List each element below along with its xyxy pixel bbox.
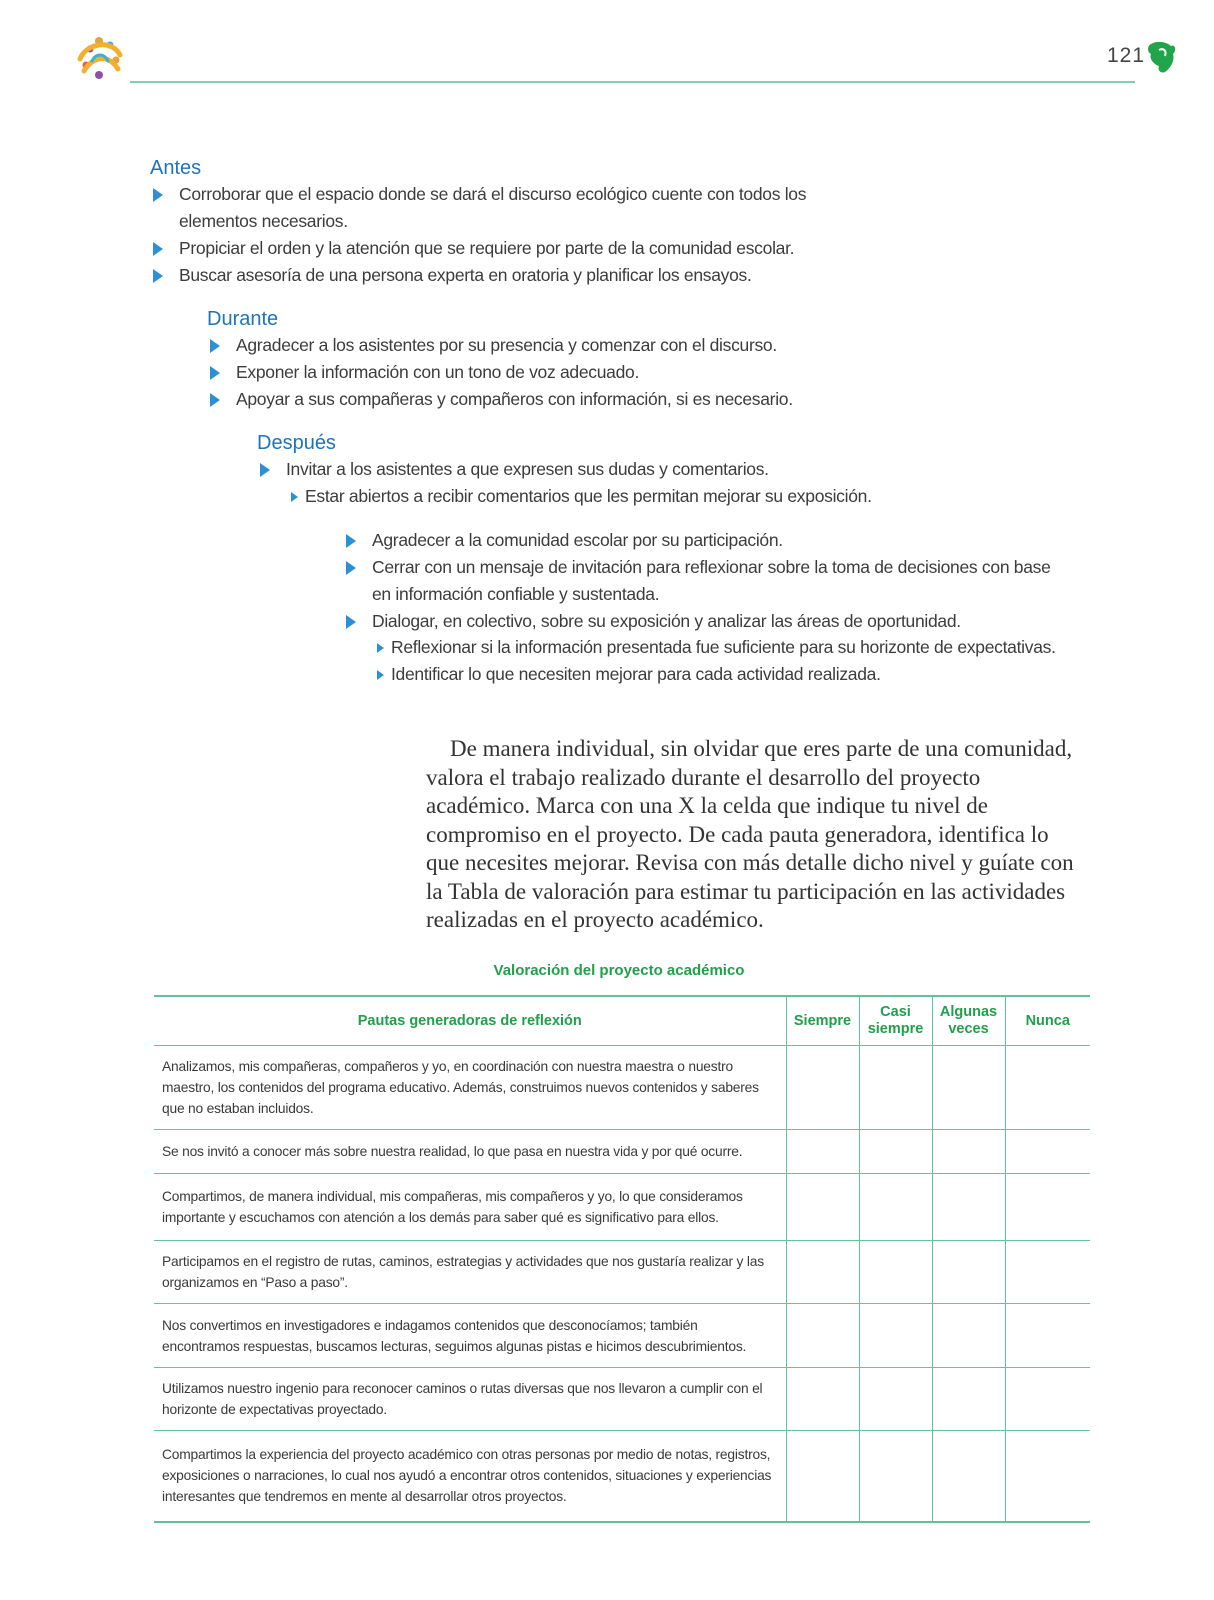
- siempre-checkbox-cell[interactable]: [786, 1174, 859, 1241]
- bullet-arrow-icon: [210, 339, 220, 353]
- bullet-arrow-icon: [377, 670, 384, 680]
- list-item: Propiciar el orden y la atención que se requiere por parte de la comunidad escolar.: [150, 235, 810, 262]
- list-item: Buscar asesoría de una persona experta en oratoria y planificar los ensayos.: [150, 262, 810, 289]
- table-row: [154, 1174, 1090, 1241]
- casi-siempre-checkbox-cell[interactable]: [859, 1431, 932, 1522]
- table-title: Valoración del proyecto académico: [493, 962, 745, 979]
- instruction-paragraph: De manera individual, sin olvidar que eres parte de una comunidad, valora el trabajo realizado durante el desarrollo del proyecto académico. Marca con una X la celda que indique tu nivel de compromiso en el proyecto. De cada pauta generadora, identifica lo que necesites mejorar. Revisa con más detalle dicho nivel y guíate con la Tabla de valoración para estimar tu participación en las actividades realizadas en el proyecto académico.: [426, 736, 1074, 932]
- despues-sublist: [285, 483, 965, 510]
- bullet-arrow-icon: [153, 242, 163, 256]
- casi-siempre-checkbox-cell[interactable]: [859, 1046, 932, 1130]
- bullet-arrow-icon: [153, 269, 163, 283]
- pauta-cell: Se nos invitó a conocer más sobre nuestra realidad, lo que pasa en nuestra vida y por qué ocurre.: [154, 1130, 786, 1174]
- siempre-checkbox-cell[interactable]: [786, 1241, 859, 1304]
- pauta-cell: Compartimos, de manera individual, mis compañeras, mis compañeros y yo, lo que consideramos importante y escuchamos con atención a los demás para saber qué es significativo para ellos.: [154, 1174, 786, 1241]
- table-row: [154, 1304, 1090, 1368]
- nunca-checkbox-cell[interactable]: [1005, 1431, 1090, 1522]
- section-title-antes: Antes: [150, 157, 202, 179]
- algunas-veces-checkbox-cell[interactable]: [932, 1368, 1005, 1431]
- bullet-arrow-icon: [260, 463, 270, 477]
- pauta-cell: Nos convertimos en investigadores e indagamos contenidos que desconocíamos; también encontramos respuestas, buscamos lecturas, seguimos algunas pistas e hicimos descubrimientos.: [154, 1304, 786, 1368]
- green-emblem-icon: [1145, 40, 1177, 74]
- siempre-checkbox-cell[interactable]: [786, 1431, 859, 1522]
- list-subitem: Identificar lo que necesiten mejorar para cada actividad realizada.: [371, 661, 1071, 688]
- siempre-checkbox-cell[interactable]: [786, 1046, 859, 1130]
- casi-siempre-checkbox-cell[interactable]: [859, 1241, 932, 1304]
- assessment-table: [154, 995, 1090, 1523]
- header-nunca: Nunca: [1005, 996, 1090, 1046]
- bullet-arrow-icon: [291, 492, 298, 502]
- bullet-arrow-icon: [346, 561, 356, 575]
- header-algunas-veces: Algunas veces: [932, 996, 1005, 1046]
- list-item: Exponer la información con un tono de voz adecuado.: [207, 359, 847, 386]
- pauta-cell: Utilizamos nuestro ingenio para reconocer caminos o rutas diversas que nos llevaron a cumplir con el horizonte de expectativas proyectado.: [154, 1368, 786, 1431]
- durante-list: [207, 332, 847, 413]
- list-item: Agradecer a los asistentes por su presencia y comenzar con el discurso.: [207, 332, 847, 359]
- algunas-veces-checkbox-cell[interactable]: [932, 1174, 1005, 1241]
- section-title-durante: Durante: [207, 308, 279, 330]
- pauta-cell: Participamos en el registro de rutas, caminos, estrategias y actividades que nos gustaría realizar y las organizamos en “Paso a paso”.: [154, 1241, 786, 1304]
- despues-list: [257, 456, 937, 483]
- nunca-checkbox-cell[interactable]: [1005, 1046, 1090, 1130]
- casi-siempre-checkbox-cell[interactable]: [859, 1304, 932, 1368]
- nunca-checkbox-cell[interactable]: [1005, 1130, 1090, 1174]
- nunca-checkbox-cell[interactable]: [1005, 1368, 1090, 1431]
- table-row: [154, 1130, 1090, 1174]
- siempre-checkbox-cell[interactable]: [786, 1130, 859, 1174]
- algunas-veces-checkbox-cell[interactable]: [932, 1130, 1005, 1174]
- table-row: [154, 1368, 1090, 1431]
- bullet-arrow-icon: [153, 188, 163, 202]
- nunca-checkbox-cell[interactable]: [1005, 1174, 1090, 1241]
- list-item: Apoyar a sus compañeras y compañeros con información, si es necesario.: [207, 386, 847, 413]
- cierre-list: [343, 527, 1063, 635]
- pauta-cell: Analizamos, mis compañeras, compañeros y yo, en coordinación con nuestra maestra o nuestro maestro, los contenidos del programa educativo. Además, construimos nuevos contenidos y saberes que no estaban incluidos.: [154, 1046, 786, 1130]
- siempre-checkbox-cell[interactable]: [786, 1368, 859, 1431]
- siempre-checkbox-cell[interactable]: [786, 1304, 859, 1368]
- series-logo-icon: [72, 33, 128, 85]
- header-divider: [130, 81, 1135, 83]
- list-item: Dialogar, en colectivo, sobre su exposición y analizar las áreas de oportunidad.: [343, 608, 1063, 635]
- list-subitem: Reflexionar si la información presentada fue suficiente para su horizonte de expectativas.: [371, 634, 1071, 661]
- table-row: [154, 1241, 1090, 1304]
- algunas-veces-checkbox-cell[interactable]: [932, 1304, 1005, 1368]
- bullet-arrow-icon: [210, 393, 220, 407]
- list-item: Agradecer a la comunidad escolar por su participación.: [343, 527, 1063, 554]
- nunca-checkbox-cell[interactable]: [1005, 1304, 1090, 1368]
- table-row: [154, 1431, 1090, 1522]
- casi-siempre-checkbox-cell[interactable]: [859, 1368, 932, 1431]
- cierre-sublist: [371, 634, 1071, 688]
- header-siempre: Siempre: [786, 996, 859, 1046]
- algunas-veces-checkbox-cell[interactable]: [932, 1241, 1005, 1304]
- pauta-cell: Compartimos la experiencia del proyecto académico con otras personas por medio de notas, registros, exposiciones o narraciones, lo cual nos ayudó a encontrar otros contenidos, situaciones y experiencias interesantes que tendremos en mente al desarrollar otros proyectos.: [154, 1431, 786, 1522]
- header-pautas: Pautas generadoras de reflexión: [154, 996, 786, 1046]
- bullet-arrow-icon: [346, 615, 356, 629]
- list-item: Cerrar con un mensaje de invitación para reflexionar sobre la toma de decisiones con base en información confiable y sustentada.: [343, 554, 1063, 608]
- header-casi-siempre: Casi siempre: [859, 996, 932, 1046]
- list-subitem: Estar abiertos a recibir comentarios que les permitan mejorar su exposición.: [285, 483, 965, 510]
- list-item: Invitar a los asistentes a que expresen sus dudas y comentarios.: [257, 456, 937, 483]
- nunca-checkbox-cell[interactable]: [1005, 1241, 1090, 1304]
- page-number: 121: [1107, 44, 1146, 67]
- antes-list: [150, 181, 810, 289]
- bullet-arrow-icon: [346, 534, 356, 548]
- section-title-despues: Después: [257, 432, 336, 454]
- algunas-veces-checkbox-cell[interactable]: [932, 1431, 1005, 1522]
- list-item: Corroborar que el espacio donde se dará el discurso ecológico cuente con todos los elementos necesarios.: [150, 181, 810, 235]
- table-row: [154, 1046, 1090, 1130]
- table-header-row: [154, 996, 1090, 1046]
- bullet-arrow-icon: [210, 366, 220, 380]
- bullet-arrow-icon: [377, 643, 384, 653]
- casi-siempre-checkbox-cell[interactable]: [859, 1130, 932, 1174]
- casi-siempre-checkbox-cell[interactable]: [859, 1174, 932, 1241]
- algunas-veces-checkbox-cell[interactable]: [932, 1046, 1005, 1130]
